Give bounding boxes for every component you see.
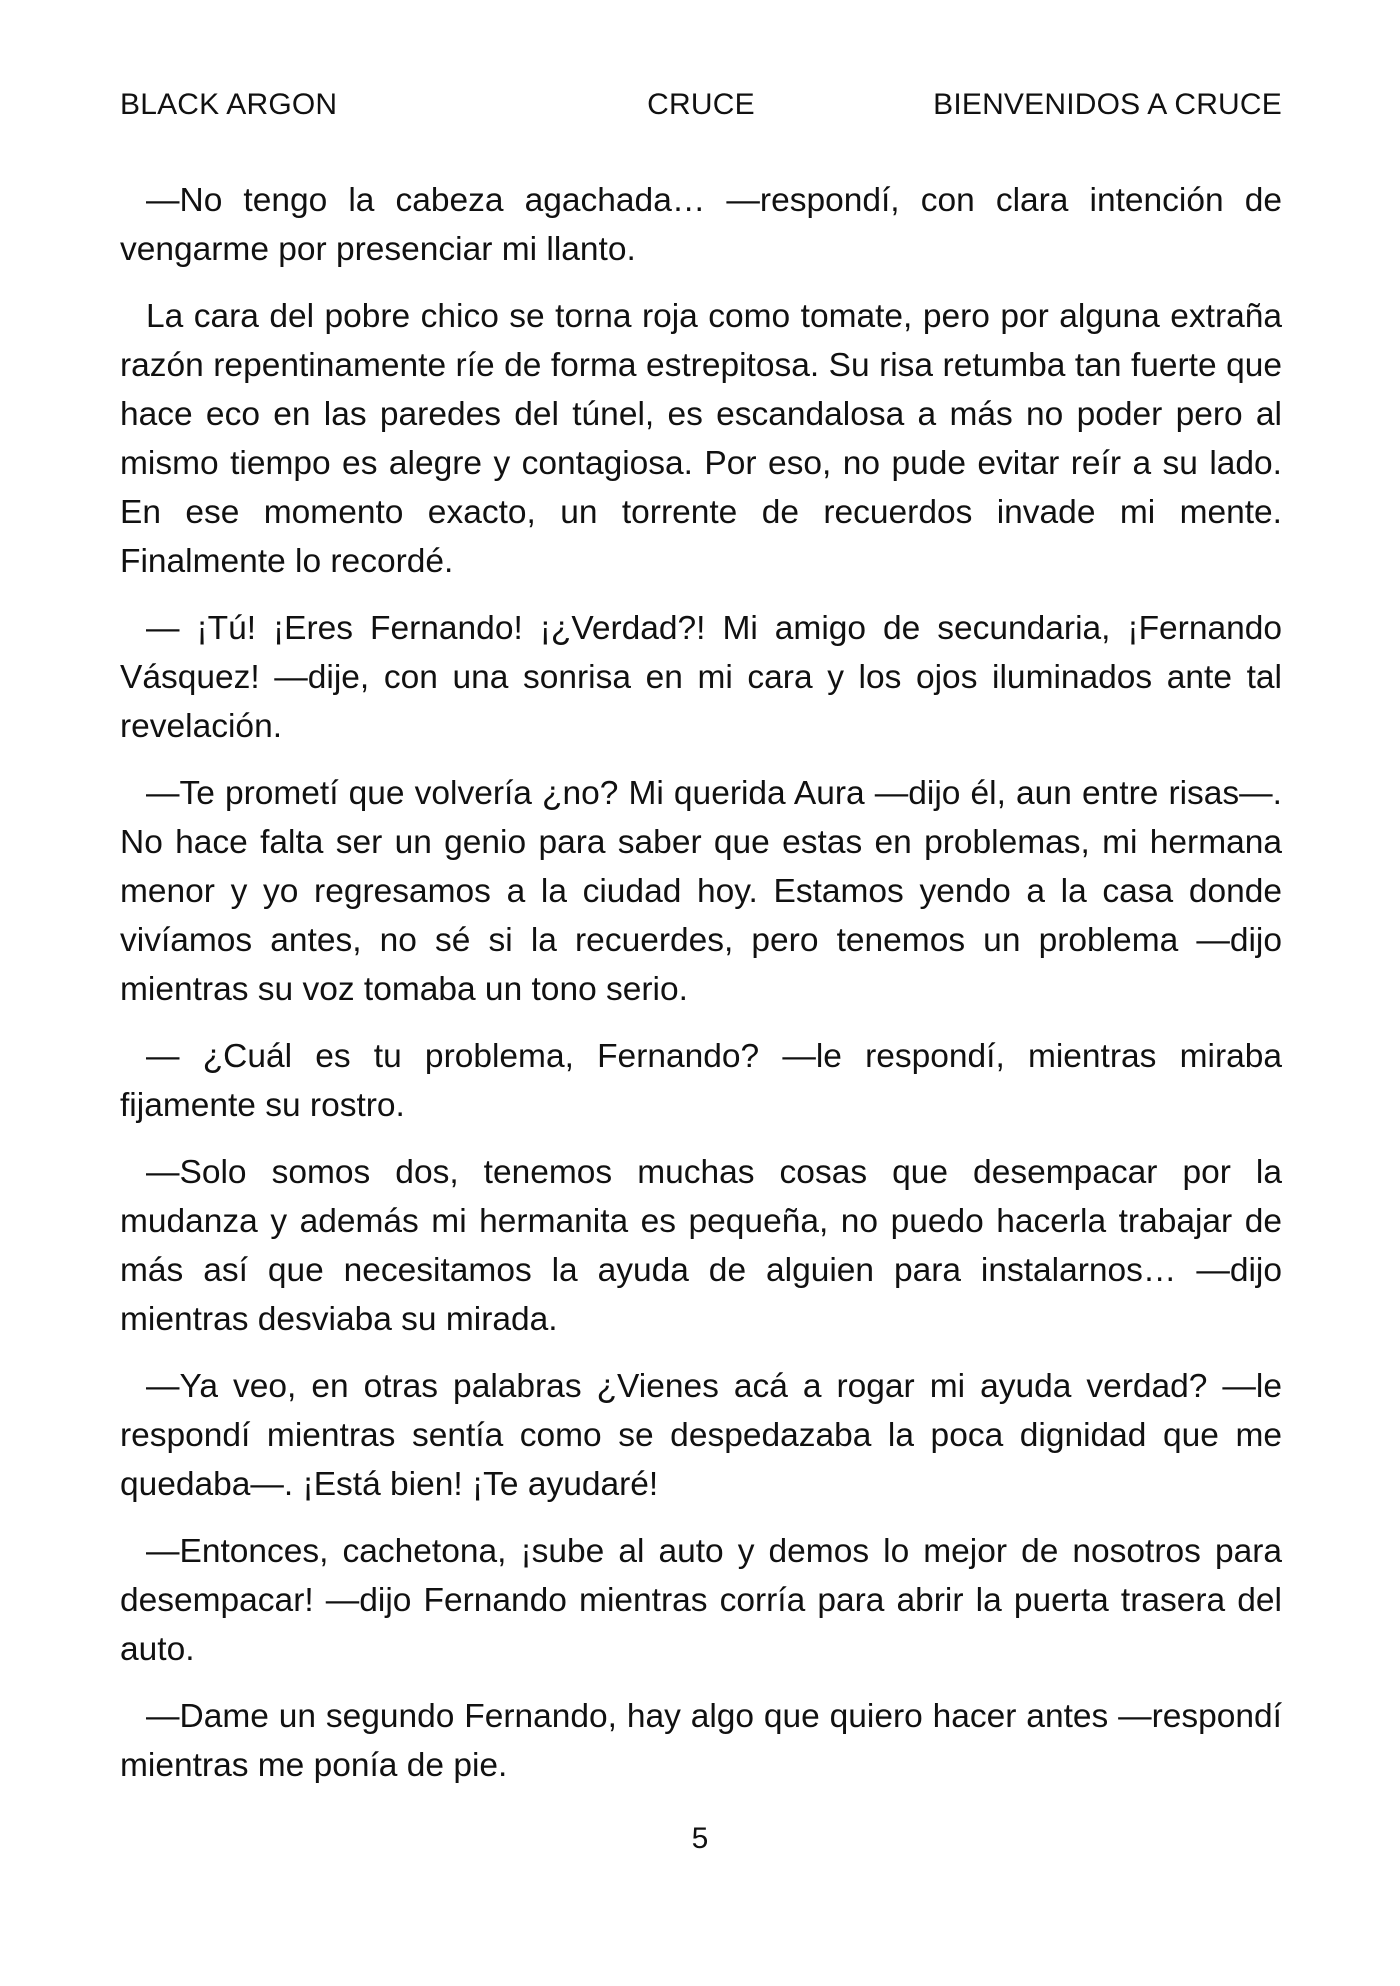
paragraph: —Dame un segundo Fernando, hay algo que quiero hacer antes —respondí mientras me ponía de pie. [120, 1698, 1282, 1784]
body-text [120, 176, 1282, 1808]
paragraph: —Entonces, cachetona, ¡sube al auto y demos lo mejor de nosotros para desempacar! —dijo Fernando mientras corría para abrir la puerta trasera del auto. [120, 1533, 1282, 1668]
header-chapter-title: BIENVENIDOS A CRUCE [933, 88, 1282, 121]
paragraph: — ¿Cuál es tu problema, Fernando? —le respondí, mientras miraba fijamente su rostro. [120, 1038, 1282, 1124]
paragraph: — ¡Tú! ¡Eres Fernando! ¡¿Verdad?! Mi amigo de secundaria, ¡Fernando Vásquez! —dije, con una sonrisa en mi cara y los ojos iluminados ante tal revelación. [120, 610, 1282, 745]
paragraph: —Solo somos dos, tenemos muchas cosas que desempacar por la mudanza y además mi hermanita es pequeña, no puedo hacerla trabajar de más así que necesitamos la ayuda de alguien para instalarnos… —dijo mientras desviaba su mirada. [120, 1154, 1282, 1338]
header-author: BLACK ARGON [120, 88, 338, 121]
paragraph: —No tengo la cabeza agachada… —respondí, con clara intención de vengarme por presenciar mi llanto. [120, 182, 1282, 268]
header-book-title: CRUCE [647, 88, 755, 121]
paragraph: —Te prometí que volvería ¿no? Mi querida Aura —dijo él, aun entre risas—. No hace falta ser un genio para saber que estas en problemas, mi hermana menor y yo regresamos a la ciudad hoy. Estamos yendo a la casa donde vivíamos antes, no sé si la recuerdes, pero tenemos un problema —dijo mientras su voz tomaba un tono serio. [120, 775, 1282, 1008]
paragraph: La cara del pobre chico se torna roja como tomate, pero por alguna extraña razón repentinamente ríe de forma estrepitosa. Su risa retumba tan fuerte que hace eco en las paredes del túnel, es escandalosa a más no poder pero al mismo tiempo es alegre y contagiosa. Por eso, no pude evitar reír a su lado. En ese momento exacto, un torrente de recuerdos invade mi mente. Finalmente lo recordé. [120, 298, 1282, 580]
page-number: 5 [691, 1822, 709, 1855]
paragraph: —Ya veo, en otras palabras ¿Vienes acá a rogar mi ayuda verdad? —le respondí mientras sentía como se despedazaba la poca dignidad que me quedaba—. ¡Está bien! ¡Te ayudaré! [120, 1368, 1282, 1503]
running-header [120, 88, 1282, 128]
